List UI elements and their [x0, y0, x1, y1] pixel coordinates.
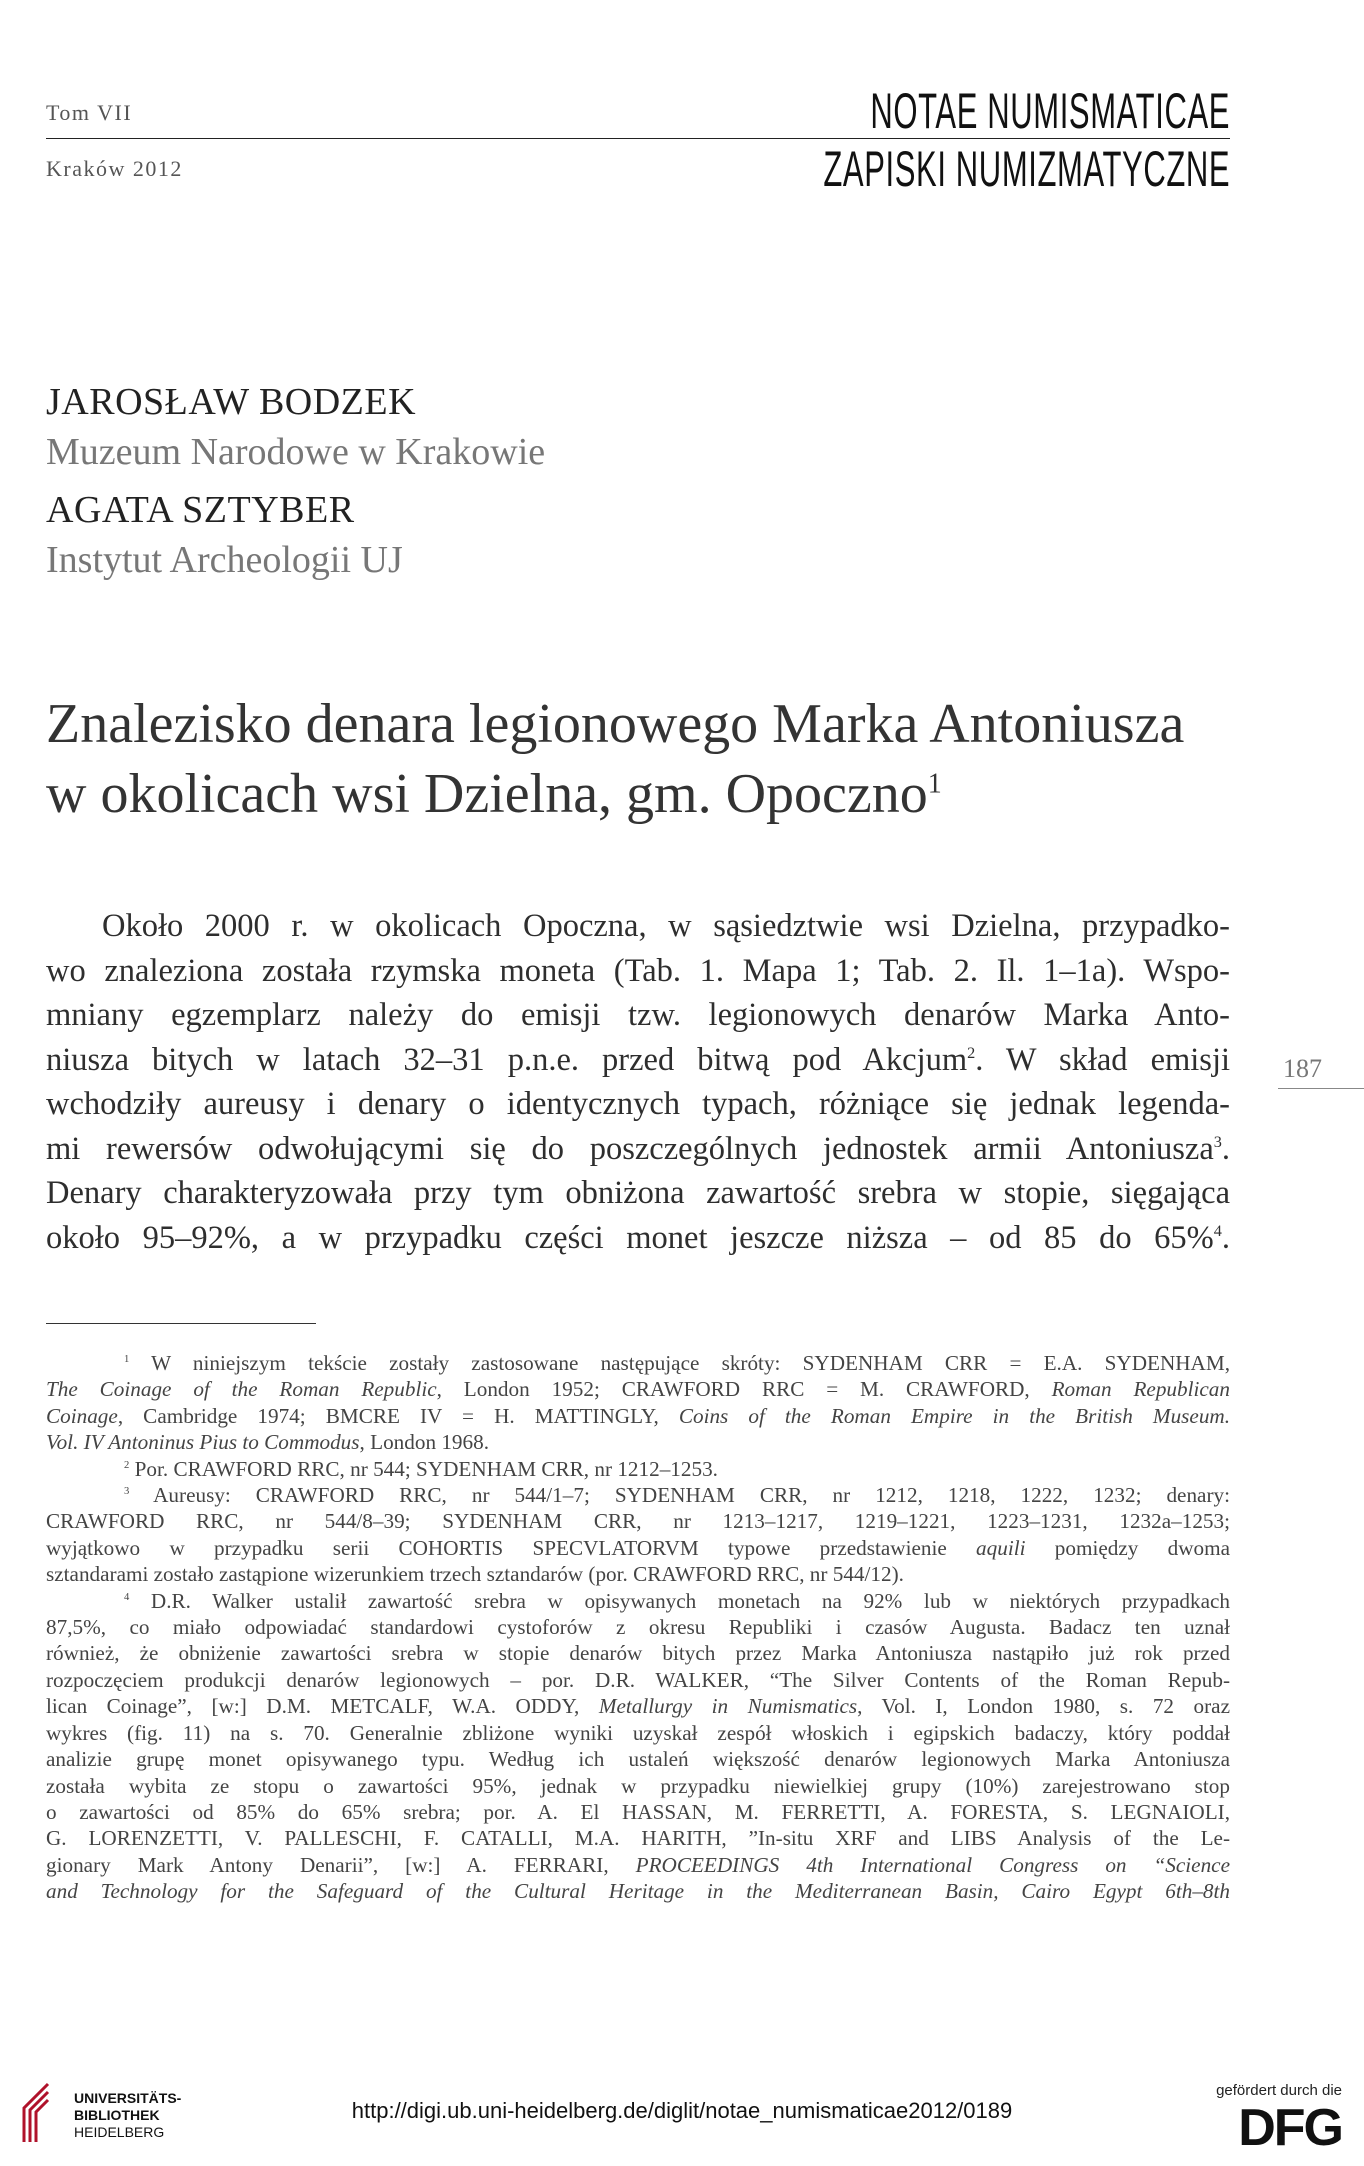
- footnote-ref-2: 2: [967, 1043, 976, 1062]
- footnote-mark-4: 4: [124, 1591, 130, 1603]
- library-name-line2: BIBLIOTHEK: [74, 2107, 160, 2123]
- footnote-text: gionary Mark Antony Denarii”, [w:] A. FERRARI,: [46, 1852, 636, 1877]
- footnote-line: [46, 1482, 1230, 1508]
- footnotes: [46, 1350, 1230, 1905]
- footnote-text: , Cambridge 1974; BMCRE IV = H. MATTINGLY,: [117, 1403, 679, 1428]
- footnote-italic: The Coinage of the Roman Republic: [46, 1377, 437, 1402]
- library-name-line1: UNIVERSITÄTS-: [74, 2090, 182, 2106]
- body-line-text: .: [1221, 1130, 1230, 1167]
- footnote-line: [46, 1429, 1230, 1455]
- footnote-italic: Roman Republican: [1051, 1377, 1230, 1402]
- footnote-text: , Vol. I, London 1980, s. 72 oraz: [857, 1694, 1230, 1719]
- footnote-text: pomiędzy dwoma: [1025, 1535, 1230, 1560]
- body-line: Denary charakteryzowała przy tym obniżona zawartość srebra w stopie, sięgająca: [46, 1175, 1230, 1211]
- body-line-text: mi rewersów odwołującymi się do poszczególnych jednostek armii Antoniusza: [46, 1130, 1214, 1167]
- city-year-label: Kraków 2012: [46, 156, 183, 181]
- journal-title-line2: ZAPISKI NUMIZMATYCZNE: [823, 141, 1230, 197]
- footnote-italic: aquili: [976, 1535, 1026, 1560]
- footnote-italic: Coinage: [46, 1403, 118, 1428]
- footnote-line: wykres (fig. 11) na s. 70. Generalnie zbliżone wyniki uzyskał zespół włoskich i egipskich badaczy, który poddał: [46, 1720, 1230, 1745]
- body-line: wchodziły aureusy i denary o identycznych typach, różniące się jednak legenda-: [46, 1086, 1230, 1122]
- author-affiliation-2: Instytut Archeologii UJ: [46, 539, 403, 581]
- footnote-separator: [46, 1323, 316, 1324]
- footnote-text: , London 1952; CRAWFORD RRC = M. CRAWFORD,: [436, 1377, 1052, 1402]
- footnote-line: [46, 1376, 1230, 1402]
- page-number: 187: [1283, 1054, 1322, 1083]
- footnote-line: [46, 1403, 1230, 1429]
- article-title-line2-text: w okolicach wsi Dzielna, gm. Opoczno: [46, 763, 928, 825]
- footnote-line: CRAWFORD RRC, nr 544/8–39; SYDENHAM CRR, nr 1213–1217, 1219–1221, 1223–1231, 1232a–1253;: [46, 1509, 1230, 1534]
- footnote-italic: Vol. IV Antoninus Pius to Commodus: [46, 1430, 360, 1455]
- author-affiliation-1: Muzeum Narodowe w Krakowie: [46, 431, 546, 473]
- footnote-line: [46, 1350, 1230, 1376]
- dfg-caption: gefördert durch die: [1216, 2082, 1342, 2099]
- footnote-mark-1: 1: [124, 1353, 130, 1365]
- footnote-line: [46, 1535, 1230, 1561]
- footnote-text: wyjątkowo w przypadku serii COHORTIS SPECVLATORVM typowe przedstawienie: [46, 1535, 977, 1560]
- footnote-line: również, że obniżenie zawartości srebra w stopie denarów bitych przez Marka Antoniusza nastąpiło już rok przed: [46, 1641, 1230, 1666]
- footnote-italic: Coins of the Roman Empire in the British Museum.: [678, 1403, 1231, 1428]
- footnote-text: D.R. Walker ustalił zawartość srebra w opisywanych monetach na 92% lub w niektórych przypadkach: [150, 1588, 1230, 1613]
- body-line: [46, 1038, 1230, 1083]
- footnote-ref-3: 3: [1213, 1132, 1222, 1151]
- footnote-line: [46, 1456, 1230, 1482]
- footnote-text: , London 1968.: [359, 1430, 490, 1455]
- footnote-italic: Metallurgy in Numismatics: [598, 1694, 858, 1719]
- footnote-text: lican Coinage”, [w:] D.M. METCALF, W.A. ODDY,: [46, 1694, 599, 1719]
- body-line-text: . W skład emisji: [975, 1041, 1231, 1078]
- body-paragraph: [46, 904, 1230, 1260]
- body-line-text: około 95–92%, a w przypadku części monet jeszcze niższa – od 85 do 65%: [46, 1219, 1214, 1256]
- body-line: [46, 1127, 1230, 1172]
- author-name-1: JAROSŁAW BODZEK: [46, 381, 417, 423]
- dfg-logo: DFG: [1238, 2099, 1342, 2157]
- footnote-line: rozpoczęciem produkcji denarów legionowych – por. D.R. WALKER, “The Silver Contents of the Roman Repub-: [46, 1667, 1230, 1692]
- footnote-line: sztandarami zostało zastąpione wizerunkiem trzech sztandarów (por. CRAWFORD RRC, nr 544/12).: [46, 1562, 904, 1587]
- footnote-line: analizie grupę monet opisywanego typu. Według ich ustaleń większość denarów legionowych Marka Antoniusza: [46, 1747, 1230, 1772]
- footnote-line: G. LORENZETTI, V. PALLESCHI, F. CATALLI, M.A. HARITH, ”In-situ XRF and LIBS Analysis of the Le-: [46, 1826, 1230, 1851]
- volume-label: Tom VII: [46, 100, 133, 125]
- footnote-line: [46, 1588, 1230, 1614]
- footnote-text: Aureusy: CRAWFORD RRC, nr 544/1–7; SYDENHAM CRR, nr 1212, 1218, 1222, 1232; denary:: [153, 1483, 1230, 1508]
- footnote-line: została wybita ze stopu o zawartości 95%, jednak w przypadku niewielkiej grupy (10%) zarejestrowano stop: [46, 1773, 1230, 1798]
- body-line: Około 2000 r. w okolicach Opoczna, w sąsiedztwie wsi Dzielna, przypadko-: [102, 908, 1230, 944]
- author-name-2: AGATA SZTYBER: [46, 489, 355, 531]
- footnote-mark-2: 2: [124, 1459, 130, 1471]
- article-title-line2: [46, 762, 942, 826]
- body-line-text: .: [1221, 1219, 1230, 1256]
- footnote-line: o zawartości od 85% do 65% srebra; por. A. El HASSAN, M. FERRETTI, A. FORESTA, S. LEGNAIOLI,: [46, 1799, 1230, 1824]
- footnote-line: [46, 1852, 1230, 1878]
- digital-copy-url[interactable]: http://digi.ub.uni-heidelberg.de/diglit/notae_numismaticae2012/0189: [351, 2098, 1013, 2123]
- library-name-line3: HEIDELBERG: [74, 2124, 165, 2140]
- footnote-text: Por. CRAWFORD RRC, nr 544; SYDENHAM CRR, nr 1212–1253.: [134, 1456, 718, 1481]
- footnote-italic: PROCEEDINGS 4th International Congress on “Science: [635, 1852, 1230, 1877]
- footnote-text: W niniejszym tekście zostały zastosowane następujące skróty: SYDENHAM CRR = E.A. SYDENHAM,: [151, 1351, 1230, 1375]
- footnote-line: 87,5%, co miało odpowiadać standardowi cystoforów z okresu Republiki i czasów Augusta. Badacz ten uznał: [46, 1615, 1230, 1640]
- body-line: [46, 1216, 1230, 1261]
- body-line-text: niusza bitych w latach 32–31 p.n.e. przed bitwą pod Akcjum: [46, 1041, 968, 1078]
- page-number-rule: [1278, 1088, 1364, 1089]
- footnote-mark-3: 3: [124, 1485, 130, 1497]
- title-footnote-mark: 1: [927, 768, 942, 800]
- journal-title-line1: NOTAE NUMISMATICAE: [870, 83, 1230, 139]
- body-line: mniany egzemplarz należy do emisji tzw. legionowych denarów Marka Anto-: [46, 997, 1230, 1033]
- footnote-line: [46, 1693, 1230, 1719]
- footnote-italic: and Technology for the Safeguard of the Cultural Heritage in the Mediterranean Basin, Cairo Egypt 6th–8th: [46, 1879, 1230, 1904]
- footnote-ref-4: 4: [1213, 1221, 1222, 1240]
- footnote-line: [46, 1878, 1230, 1904]
- body-line: wo znaleziona została rzymska moneta (Tab. 1. Mapa 1; Tab. 2. Il. 1–1a). Wspo-: [46, 952, 1230, 989]
- article-title-line1: Znalezisko denara legionowego Marka Antoniusza: [46, 693, 1185, 755]
